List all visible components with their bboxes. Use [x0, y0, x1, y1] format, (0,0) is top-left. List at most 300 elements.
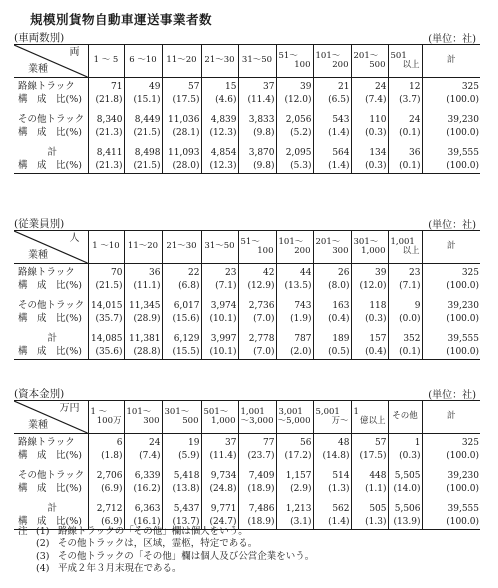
note-text: その他トラックの「その他」欄は個人及び公営企業をいう。	[58, 550, 315, 562]
table-row	[14, 500, 480, 516]
column-header: 6 ～10	[124, 45, 162, 78]
ratio-cell: (12.9)	[238, 280, 276, 293]
value-cell: 23	[201, 264, 238, 281]
value-cell: 564	[313, 144, 351, 160]
data-table	[14, 400, 480, 530]
column-header-line1: 1 ～	[90, 406, 108, 417]
ratio-cell: (0.0)	[388, 313, 422, 326]
value-cell: 7,409	[238, 467, 276, 483]
column-header-line2: 300	[332, 246, 349, 256]
ratio-cell: (14.8)	[313, 450, 351, 463]
ratio-cell: (6.9)	[88, 483, 124, 496]
ratio-cell: (1.4)	[313, 127, 351, 140]
column-header	[162, 401, 201, 434]
note-number: (1)	[36, 526, 50, 537]
ratio-cell: (6.5)	[313, 94, 351, 107]
column-header-line1: 201～	[353, 50, 379, 61]
note-number: (2)	[36, 538, 50, 550]
column-header: 21～30	[162, 231, 201, 264]
value-cell: 6,363	[124, 500, 162, 516]
ratio-cell: (100.0)	[422, 127, 480, 140]
ratio-cell: (12.0)	[351, 280, 388, 293]
row-label: その他トラック	[14, 467, 88, 483]
ratio-cell: (0.4)	[313, 313, 351, 326]
value-cell: 4,854	[201, 144, 238, 160]
column-header: 21～30	[201, 45, 238, 78]
notes	[18, 526, 314, 575]
value-cell: 24	[351, 78, 388, 95]
ratio-cell: (7.4)	[124, 450, 162, 463]
ratio-cell: (13.7)	[162, 516, 201, 530]
ratio-cell: (0.3)	[351, 160, 388, 174]
value-cell: 39	[351, 264, 388, 281]
ratio-cell: (5.2)	[276, 127, 313, 140]
ratio-cell: (24.8)	[201, 483, 238, 496]
value-cell: 14,015	[88, 297, 124, 313]
note-mark	[18, 563, 36, 575]
ratio-cell: (12.3)	[201, 127, 238, 140]
note-number: (4)	[36, 562, 50, 574]
ratio-cell: (21.3)	[88, 160, 124, 174]
value-cell: 1,157	[276, 467, 313, 483]
ratio-cell: (100.0)	[422, 450, 480, 463]
value-cell: 3,870	[238, 144, 276, 160]
column-header-line2: 100	[257, 246, 274, 256]
value-cell: 57	[162, 78, 201, 95]
table-row-ratio	[14, 280, 480, 293]
ratio-cell: (9.8)	[238, 160, 276, 174]
column-header-line1: 1,001	[240, 406, 265, 417]
value-cell: 325	[422, 78, 480, 95]
ratio-cell: (10.1)	[201, 313, 238, 326]
value-cell: 787	[276, 330, 313, 346]
corner-category: 業種	[28, 250, 48, 261]
ratio-cell: (11.4)	[238, 94, 276, 107]
ratio-cell: (1.3)	[313, 483, 351, 496]
ratio-cell: (24.7)	[201, 516, 238, 530]
row-label-ratio: 構 成 比(%)	[14, 346, 88, 360]
value-cell: 189	[313, 330, 351, 346]
ratio-cell: (17.5)	[351, 450, 388, 463]
value-cell: 8,449	[124, 111, 162, 127]
corner-header	[14, 45, 88, 78]
value-cell: 77	[238, 434, 276, 451]
row-label: 路線トラック	[14, 434, 88, 451]
table-row-ratio	[14, 346, 480, 360]
column-header-line1: 3,001	[278, 406, 303, 417]
data-table	[14, 44, 480, 174]
value-cell: 6,017	[162, 297, 201, 313]
value-cell: 12	[388, 78, 422, 95]
value-cell: 36	[124, 264, 162, 281]
ratio-cell: (100.0)	[422, 313, 480, 326]
ratio-cell: (5.3)	[276, 160, 313, 174]
note-text: その他トラックは，区域，霊柩，特定である。	[58, 538, 258, 550]
row-label: その他トラック	[14, 111, 88, 127]
column-header	[276, 45, 313, 78]
ratio-cell: (28.0)	[162, 160, 201, 174]
column-header: その他	[388, 401, 422, 434]
corner-header	[14, 231, 88, 264]
column-header	[351, 231, 388, 264]
value-cell: 2,712	[88, 500, 124, 516]
column-header	[351, 45, 388, 78]
row-label: 路線トラック	[14, 78, 88, 95]
column-header-line1: 101～	[126, 406, 152, 417]
column-header-line1: 1,001	[390, 236, 415, 247]
row-label: 計	[14, 144, 88, 160]
value-cell: 48	[313, 434, 351, 451]
ratio-cell: (100.0)	[422, 483, 480, 496]
ratio-cell: (7.4)	[351, 94, 388, 107]
value-cell: 3,997	[201, 330, 238, 346]
note-text: 平成２年３月末現在である。	[58, 562, 182, 574]
column-header	[313, 45, 351, 78]
value-cell: 24	[124, 434, 162, 451]
ratio-cell: (1.9)	[276, 313, 313, 326]
value-cell: 2,736	[238, 297, 276, 313]
value-cell: 37	[201, 434, 238, 451]
value-cell: 22	[162, 264, 201, 281]
value-cell: 14,085	[88, 330, 124, 346]
row-label-ratio: 構 成 比(%)	[14, 483, 88, 496]
column-header: 計	[422, 45, 480, 78]
column-header-line2: 1,000	[211, 416, 236, 426]
ratio-cell: (12.3)	[201, 160, 238, 174]
row-label: 路線トラック	[14, 264, 88, 281]
value-cell: 6,339	[124, 467, 162, 483]
ratio-cell: (35.7)	[88, 313, 124, 326]
column-header-line1: 501～	[203, 406, 229, 417]
value-cell: 26	[313, 264, 351, 281]
row-label: 計	[14, 330, 88, 346]
column-header: 31～50	[201, 231, 238, 264]
ratio-cell: (0.3)	[351, 127, 388, 140]
corner-category: 業種	[28, 420, 48, 431]
corner-unit: 人	[69, 233, 80, 244]
note-item	[18, 526, 314, 538]
column-header: 計	[422, 231, 480, 264]
value-cell: 39,230	[422, 111, 480, 127]
column-header-line2: 200	[294, 246, 311, 256]
corner-category: 業種	[28, 64, 48, 75]
section-label: (車両数別)	[14, 32, 65, 44]
column-header-line2: 300	[143, 416, 160, 426]
column-header-line2: 500	[369, 60, 386, 70]
row-label-ratio: 構 成 比(%)	[14, 94, 88, 107]
ratio-cell: (5.9)	[162, 450, 201, 463]
column-header-line1: 5,001	[315, 406, 340, 417]
ratio-cell: (0.4)	[351, 346, 388, 360]
column-header-line1: 101～	[315, 50, 341, 61]
ratio-cell: (13.9)	[388, 516, 422, 530]
row-label-ratio: 構 成 比(%)	[14, 127, 88, 140]
value-cell: 9,771	[201, 500, 238, 516]
ratio-cell: (11.4)	[201, 450, 238, 463]
value-cell: 39	[276, 78, 313, 95]
ratio-cell: (100.0)	[422, 346, 480, 360]
page-title: 規模別貨物自動車運送事業者数	[30, 12, 213, 27]
table-row	[14, 330, 480, 346]
table-row-ratio	[14, 160, 480, 174]
column-header	[388, 45, 422, 78]
row-label-ratio: 構 成 比(%)	[14, 280, 88, 293]
column-header-line1: 51～	[240, 236, 260, 247]
ratio-cell: (100.0)	[422, 516, 480, 530]
value-cell: 325	[422, 434, 480, 451]
ratio-cell: (21.5)	[124, 160, 162, 174]
row-label-ratio: 構 成 比(%)	[14, 516, 88, 530]
column-header-line1: 201～	[315, 236, 341, 247]
ratio-cell: (11.1)	[124, 280, 162, 293]
column-header-line1: 501	[390, 50, 407, 61]
ratio-cell: (23.7)	[238, 450, 276, 463]
value-cell: 5,506	[388, 500, 422, 516]
table-row-ratio	[14, 127, 480, 140]
ratio-cell: (1.3)	[351, 516, 388, 530]
note-text: 路線トラックの「その他」欄は個人をいう。	[58, 526, 248, 537]
ratio-cell: (13.5)	[276, 280, 313, 293]
value-cell: 57	[351, 434, 388, 451]
ratio-cell: (16.2)	[124, 483, 162, 496]
column-header	[388, 231, 422, 264]
column-header-line2: 億以上	[359, 416, 386, 426]
value-cell: 1,213	[276, 500, 313, 516]
value-cell: 44	[276, 264, 313, 281]
table-row	[14, 264, 480, 281]
ratio-cell: (0.1)	[388, 127, 422, 140]
value-cell: 11,345	[124, 297, 162, 313]
value-cell: 42	[238, 264, 276, 281]
column-header-line1: 51～	[278, 50, 298, 61]
value-cell: 2,056	[276, 111, 313, 127]
column-header-line2: 以上	[402, 60, 420, 70]
ratio-cell: (100.0)	[422, 160, 480, 174]
column-header	[276, 401, 313, 434]
table-row	[14, 467, 480, 483]
value-cell: 743	[276, 297, 313, 313]
value-cell: 15	[201, 78, 238, 95]
ratio-cell: (21.3)	[88, 127, 124, 140]
table-row	[14, 78, 480, 95]
ratio-cell: (18.9)	[238, 516, 276, 530]
value-cell: 6,129	[162, 330, 201, 346]
value-cell: 21	[313, 78, 351, 95]
column-header	[313, 231, 351, 264]
value-cell: 1	[388, 434, 422, 451]
value-cell: 514	[313, 467, 351, 483]
value-cell: 3,974	[201, 297, 238, 313]
value-cell: 56	[276, 434, 313, 451]
value-cell: 3,833	[238, 111, 276, 127]
value-cell: 4,839	[201, 111, 238, 127]
column-header-line1: 1	[353, 406, 359, 417]
table-row	[14, 144, 480, 160]
ratio-cell: (0.3)	[351, 313, 388, 326]
column-header	[201, 401, 238, 434]
value-cell: 39,555	[422, 500, 480, 516]
ratio-cell: (6.8)	[162, 280, 201, 293]
ratio-cell: (8.0)	[313, 280, 351, 293]
row-label: その他トラック	[14, 297, 88, 313]
ratio-cell: (21.8)	[88, 94, 124, 107]
ratio-cell: (100.0)	[422, 280, 480, 293]
corner-header	[14, 401, 88, 434]
ratio-cell: (14.0)	[388, 483, 422, 496]
ratio-cell: (15.5)	[162, 346, 201, 360]
column-header: 計	[422, 401, 480, 434]
ratio-cell: (7.1)	[201, 280, 238, 293]
ratio-cell: (0.1)	[388, 346, 422, 360]
ratio-cell: (35.6)	[88, 346, 124, 360]
table-row	[14, 297, 480, 313]
value-cell: 2,095	[276, 144, 313, 160]
value-cell: 71	[88, 78, 124, 95]
column-header-line2: 200	[332, 60, 349, 70]
row-label-ratio: 構 成 比(%)	[14, 313, 88, 326]
column-header	[313, 401, 351, 434]
column-header	[88, 401, 124, 434]
value-cell: 448	[351, 467, 388, 483]
value-cell: 70	[88, 264, 124, 281]
unit-label: (単位：社)	[428, 34, 476, 45]
row-label: 計	[14, 500, 88, 516]
unit-label: (単位：社)	[428, 220, 476, 231]
ratio-cell: (1.4)	[313, 516, 351, 530]
column-header	[238, 231, 276, 264]
note-item	[18, 538, 314, 550]
value-cell: 325	[422, 264, 480, 281]
ratio-cell: (28.8)	[124, 346, 162, 360]
value-cell: 11,036	[162, 111, 201, 127]
ratio-cell: (2.9)	[276, 483, 313, 496]
value-cell: 505	[351, 500, 388, 516]
table-row-ratio	[14, 313, 480, 326]
column-header: 1 ～ 5	[88, 45, 124, 78]
ratio-cell: (100.0)	[422, 94, 480, 107]
column-header-line2: 100	[294, 60, 311, 70]
value-cell: 2,778	[238, 330, 276, 346]
column-header-line1: 301～	[164, 406, 190, 417]
ratio-cell: (21.5)	[88, 280, 124, 293]
value-cell: 352	[388, 330, 422, 346]
section-label: (従業員別)	[14, 218, 65, 230]
corner-unit: 両	[69, 47, 80, 58]
column-header-line2: 以上	[402, 246, 420, 256]
note-mark	[18, 551, 36, 563]
column-header-line2: 500	[182, 416, 199, 426]
data-table	[14, 230, 480, 360]
unit-label: (単位：社)	[428, 390, 476, 401]
ratio-cell: (3.7)	[388, 94, 422, 107]
value-cell: 8,411	[88, 144, 124, 160]
ratio-cell: (4.6)	[201, 94, 238, 107]
ratio-cell: (1.8)	[88, 450, 124, 463]
ratio-cell: (1.1)	[351, 483, 388, 496]
value-cell: 110	[351, 111, 388, 127]
value-cell: 157	[351, 330, 388, 346]
ratio-cell: (7.0)	[238, 313, 276, 326]
value-cell: 39,555	[422, 330, 480, 346]
value-cell: 19	[162, 434, 201, 451]
column-header-line2: 万～	[331, 416, 349, 426]
column-header: 1 ～10	[88, 231, 124, 264]
value-cell: 562	[313, 500, 351, 516]
column-header-line2: 1,000	[361, 246, 386, 256]
table-row	[14, 111, 480, 127]
ratio-cell: (16.1)	[124, 516, 162, 530]
value-cell: 6	[88, 434, 124, 451]
value-cell: 8,340	[88, 111, 124, 127]
ratio-cell: (9.8)	[238, 127, 276, 140]
note-item	[18, 563, 314, 575]
value-cell: 37	[238, 78, 276, 95]
value-cell: 24	[388, 111, 422, 127]
value-cell: 11,093	[162, 144, 201, 160]
ratio-cell: (17.5)	[162, 94, 201, 107]
column-header: 11～20	[124, 231, 162, 264]
ratio-cell: (0.1)	[388, 160, 422, 174]
row-label-ratio: 構 成 比(%)	[14, 160, 88, 174]
column-header: 31～50	[238, 45, 276, 78]
ratio-cell: (17.2)	[276, 450, 313, 463]
column-header-line2: ～3,000	[240, 416, 274, 426]
note-mark	[18, 538, 36, 550]
value-cell: 5,437	[162, 500, 201, 516]
ratio-cell: (6.9)	[88, 516, 124, 530]
value-cell: 49	[124, 78, 162, 95]
value-cell: 7,486	[238, 500, 276, 516]
ratio-cell: (10.1)	[201, 346, 238, 360]
ratio-cell: (15.1)	[124, 94, 162, 107]
value-cell: 39,230	[422, 467, 480, 483]
column-header	[351, 401, 388, 434]
column-header-line1: 101～	[278, 236, 304, 247]
column-header-line1: 301～	[353, 236, 379, 247]
ratio-cell: (18.9)	[238, 483, 276, 496]
table-row-ratio	[14, 483, 480, 496]
value-cell: 118	[351, 297, 388, 313]
ratio-cell: (2.0)	[276, 346, 313, 360]
row-label-ratio: 構 成 比(%)	[14, 450, 88, 463]
value-cell: 5,418	[162, 467, 201, 483]
ratio-cell: (3.1)	[276, 516, 313, 530]
ratio-cell: (15.6)	[162, 313, 201, 326]
ratio-cell: (21.5)	[124, 127, 162, 140]
value-cell: 543	[313, 111, 351, 127]
note-mark: 注	[18, 526, 28, 537]
table-row-ratio	[14, 450, 480, 463]
note-number: (3)	[36, 550, 50, 562]
value-cell: 5,505	[388, 467, 422, 483]
ratio-cell: (12.0)	[276, 94, 313, 107]
value-cell: 39,230	[422, 297, 480, 313]
ratio-cell: (13.8)	[162, 483, 201, 496]
value-cell: 11,381	[124, 330, 162, 346]
column-header	[238, 401, 276, 434]
ratio-cell: (1.4)	[313, 160, 351, 174]
column-header: 11～20	[162, 45, 201, 78]
value-cell: 163	[313, 297, 351, 313]
column-header	[124, 401, 162, 434]
column-header-line2: 100万	[96, 416, 122, 426]
section-label: (資本金別)	[14, 388, 65, 400]
column-header-line2: ～5,000	[277, 416, 311, 426]
value-cell: 23	[388, 264, 422, 281]
corner-unit: 万円	[59, 403, 80, 414]
ratio-cell: (28.1)	[162, 127, 201, 140]
ratio-cell: (0.3)	[388, 450, 422, 463]
